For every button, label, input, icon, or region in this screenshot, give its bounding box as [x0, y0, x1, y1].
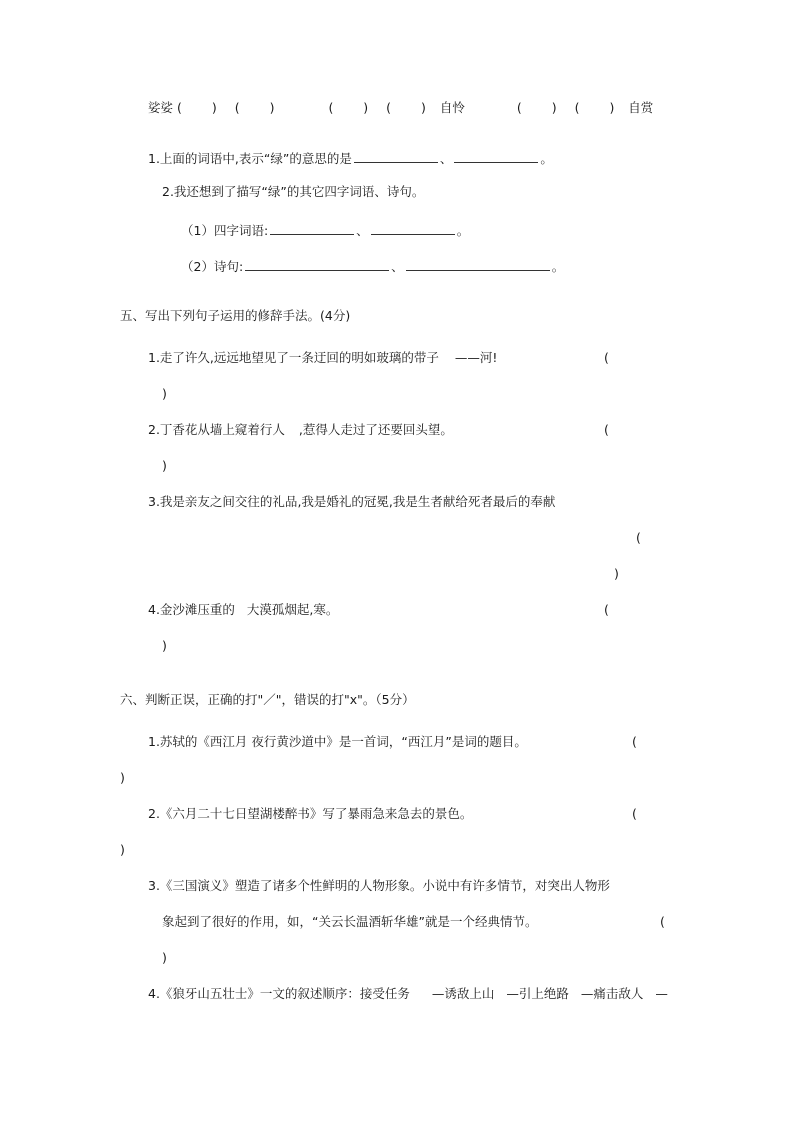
period: 。 [456, 223, 470, 238]
item-text-tail: ,我是生者献给死者最后的奉献 [388, 494, 556, 509]
paren-open: ( [516, 100, 522, 115]
item-text-tail: 大漠孤烟起,寒。 [246, 602, 339, 617]
answer-paren-close: ) [120, 770, 125, 785]
sub-2-label: （2）诗句: [181, 259, 244, 274]
period: 。 [551, 259, 565, 274]
section-6-item-4 [148, 988, 668, 1001]
item-text-mid: ,我是婚礼的冠冕 [297, 494, 389, 509]
paren-open: ( [234, 100, 240, 115]
section-5-item-3 [148, 496, 555, 509]
sequence-step: —痛击敌人 [580, 986, 644, 1001]
answer-paren-close: ) [120, 842, 125, 857]
question-2-sub-2 [181, 258, 564, 274]
word-3: 自赏 [628, 100, 654, 115]
separator: 、 [391, 259, 404, 274]
word-2: 自怜 [439, 100, 465, 115]
separator: 、 [356, 223, 369, 238]
paren-open: ( [177, 100, 182, 115]
answer-blank[interactable] [245, 258, 389, 271]
paren-close: ) [363, 100, 369, 115]
answer-paren-open: ( [636, 530, 641, 545]
section-6-item-2: 2.《六月二十七日望湖楼醉书》写了暴雨急来急去的景色。 [148, 806, 473, 821]
question-2-sub-1 [181, 222, 469, 238]
answer-paren-open: ( [604, 350, 609, 365]
answer-paren-open: ( [632, 734, 637, 749]
question-1 [148, 150, 553, 166]
answer-blank[interactable] [371, 222, 455, 235]
question-2-text: 2.我还想到了描写“绿”的其它四字词语、诗句。 [162, 184, 425, 199]
section-6-heading: 六、判断正误，正确的打"／"，错误的打"x"。（5分） [120, 692, 415, 707]
sub-1-label: （1）四字词语: [181, 223, 269, 238]
paren-close: ) [421, 100, 426, 115]
item-text-tail: ——河! [454, 350, 498, 365]
answer-paren-close: ) [162, 386, 167, 401]
item-text: 3.我是亲友之间交往的礼品 [148, 494, 298, 509]
period: 。 [540, 151, 553, 166]
answer-paren-open: ( [660, 914, 665, 929]
section-5-item-1 [148, 352, 497, 365]
section-6-item-3: 3.《三国演义》塑造了诸多个性鲜明的人物形象。小说中有许多情节，对突出人物形 [148, 878, 610, 893]
paren-open: ( [328, 100, 334, 115]
answer-paren-close: ) [162, 458, 167, 473]
section-5-heading: 五、写出下列句子运用的修辞手法。(4分) [120, 308, 351, 323]
answer-paren-open: ( [604, 422, 609, 437]
paren-close: ) [211, 100, 217, 115]
sequence-step: —引上绝路 [506, 986, 569, 1001]
section-5-item-4 [148, 604, 338, 617]
word-line [148, 102, 653, 115]
paren-close: ) [269, 100, 275, 115]
question-2 [162, 186, 424, 199]
sequence-step: —诱敌上山 [431, 986, 495, 1001]
item-text-tail: ,惹得人走过了还要回头望。 [298, 422, 453, 437]
answer-blank[interactable] [354, 150, 438, 163]
paren-close: ) [551, 100, 557, 115]
question-1-text: 1.上面的词语中,表示“绿”的意思的是 [148, 151, 352, 166]
item-text: 2.丁香花从墙上窥着行人 [148, 422, 285, 437]
answer-paren-close: ) [162, 638, 167, 653]
answer-blank[interactable] [454, 150, 538, 163]
answer-paren-close: ) [614, 566, 619, 581]
answer-blank[interactable] [270, 222, 354, 235]
item-text: 4.《狼牙山五壮士》一文的叙述顺序：接受任务 [148, 986, 410, 1001]
section-6-item-3-line-2: 象起到了很好的作用，如，“关云长温酒斩华雄”就是一个经典情节。 [162, 914, 538, 929]
answer-paren-open: ( [632, 806, 637, 821]
separator: 、 [439, 151, 453, 166]
answer-paren-open: ( [604, 602, 609, 617]
item-text: 1.走了许久,远远地望见了一条迂回的明如玻璃的带子 [148, 350, 439, 365]
paren-open: ( [574, 100, 580, 115]
answer-paren-close: ) [162, 950, 167, 965]
section-5-item-2 [148, 424, 453, 437]
word-1: 娑娑 [148, 100, 174, 115]
paren-open: ( [386, 100, 392, 115]
section-6-item-1: 1.苏轼的《西江月 夜行黄沙道中》是一首词，“西江月”是词的题目。 [148, 734, 527, 749]
answer-blank[interactable] [406, 258, 550, 271]
paren-close: ) [609, 100, 615, 115]
sequence-step: — [655, 986, 668, 1001]
item-text: 4.金沙滩压重的 [148, 602, 235, 617]
